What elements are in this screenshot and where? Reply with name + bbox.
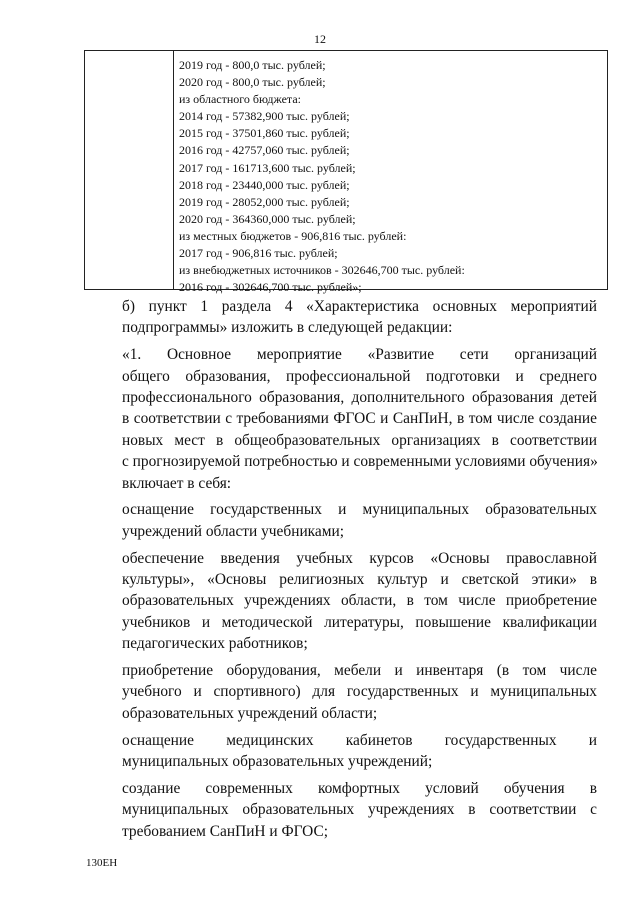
paragraph-courses bbox=[85, 548, 597, 655]
paragraph-main-activity bbox=[85, 344, 597, 494]
paragraph-line: муниципальных образовательных учреждений; bbox=[122, 753, 433, 771]
table-line: 2015 год - 37501,860 тыс. рублей; bbox=[179, 126, 350, 141]
table-line: 2014 год - 57382,900 тыс. рублей; bbox=[179, 109, 350, 124]
paragraph-textbooks bbox=[85, 499, 597, 542]
table-left-cell bbox=[85, 51, 174, 289]
paragraph-line: «1. Основное мероприятие «Развитие сети организаций bbox=[122, 346, 597, 364]
paragraph-line: учреждений области учебниками; bbox=[122, 522, 345, 540]
paragraph-line: образовательных учреждениях области, в том числе приобретение bbox=[122, 592, 597, 610]
paragraph-line: подпрограммы» изложить в следующей редакции: bbox=[122, 319, 453, 337]
table-line: из внебюджетных источников - 302646,700 тыс. рублей: bbox=[179, 263, 465, 278]
table-line: 2017 год - 161713,600 тыс. рублей; bbox=[179, 160, 356, 175]
table-line: 2020 год - 364360,000 тыс. рублей; bbox=[179, 211, 356, 226]
paragraph-equipment bbox=[85, 660, 597, 724]
paragraph-amendment-b bbox=[85, 296, 597, 339]
paragraph-line: требованием СанПиН и ФГОС; bbox=[122, 822, 328, 840]
table-line: из местных бюджетов - 906,816 тыс. рублей: bbox=[179, 228, 407, 243]
table-line: 2016 год - 302646,700 тыс. рублей»; bbox=[179, 280, 362, 295]
footer-code: 130ЕН bbox=[86, 857, 118, 869]
page-number: 12 bbox=[314, 32, 326, 46]
paragraph-line: приобретение оборудования, мебели и инвентаря (в том числе bbox=[122, 662, 597, 680]
paragraph-line: б) пункт 1 раздела 4 «Характеристика основных мероприятий bbox=[122, 298, 597, 315]
paragraph-line: оснащение медицинских кабинетов государственных и bbox=[122, 731, 597, 749]
table-right-cell bbox=[174, 51, 607, 295]
paragraph-medical bbox=[85, 730, 597, 773]
paragraph-line: культуры», «Основы религиозных культур и светской этики» в bbox=[122, 571, 597, 589]
paragraph-line: с прогнозируемой потребностью и современными условиями обучения» bbox=[122, 453, 598, 471]
table-line: 2019 год - 800,0 тыс. рублей; bbox=[179, 58, 326, 72]
table-line: 2020 год - 800,0 тыс. рублей; bbox=[179, 75, 326, 90]
paragraph-line: создание современных комфортных условий обучения в bbox=[122, 779, 597, 797]
paragraph-line: оснащение государственных и муниципальных образовательных bbox=[122, 501, 597, 519]
table-line: 2016 год - 42757,060 тыс. рублей; bbox=[179, 143, 350, 158]
paragraph-line: включает в себя: bbox=[122, 474, 232, 492]
paragraph-line: учебников и методической литературы, повышение квалификации bbox=[122, 613, 597, 631]
table-line: из областного бюджета: bbox=[179, 92, 301, 107]
document-body bbox=[85, 296, 597, 847]
paragraph-line: муниципальных образовательных учреждениях в соответствии с bbox=[122, 801, 597, 819]
paragraph-line: обеспечение введения учебных курсов «Основы православной bbox=[122, 549, 597, 567]
paragraph-line: общего образования, профессиональной подготовки и среднего bbox=[122, 367, 597, 385]
table-line: 2017 год - 906,816 тыс. рублей; bbox=[179, 246, 338, 261]
paragraph-line: образовательных учреждений области; bbox=[122, 704, 378, 722]
budget-funding-table bbox=[84, 50, 608, 295]
paragraph-line: профессионального образования, дополнительного образования детей bbox=[122, 389, 597, 407]
paragraph-conditions bbox=[85, 778, 597, 842]
table-line: 2018 год - 23440,000 тыс. рублей; bbox=[179, 177, 350, 192]
paragraph-line: в соответствии с требованиями ФГОС и СанПиН, в том числе создание bbox=[122, 410, 597, 428]
paragraph-line: учебного и спортивного) для государственных и муниципальных bbox=[122, 683, 597, 701]
table-line: 2019 год - 28052,000 тыс. рублей; bbox=[179, 194, 350, 209]
paragraph-line: педагогических работников; bbox=[122, 635, 308, 653]
paragraph-line: новых мест в общеобразовательных организациях в соответствии bbox=[122, 431, 597, 449]
